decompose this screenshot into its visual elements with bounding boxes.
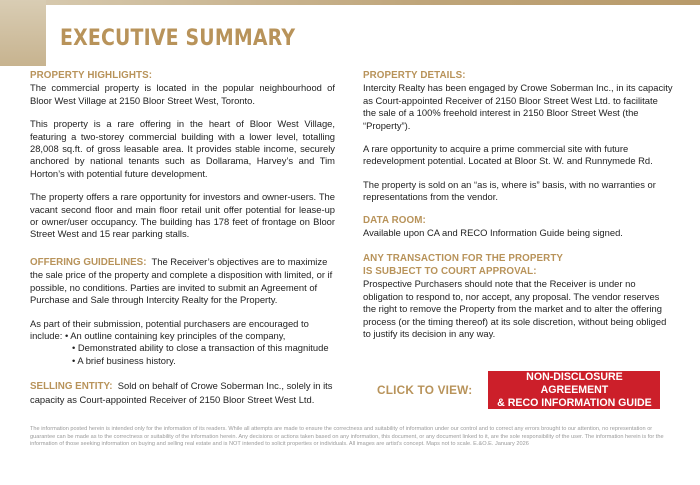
left-column	[30, 70, 335, 406]
include-lead: include:	[30, 329, 63, 341]
include-list	[30, 330, 335, 342]
title-accent-block	[0, 0, 46, 66]
top-accent-bar	[0, 0, 700, 5]
highlights-paragraph-2: This property is a rare offering in the heart of Bloor West Village, featuring a two-storey commercial building with a lower level, totalling 28,008 sq.ft. of gross leasable area. It provides stable income, securely anchored by national tenants such as Dollarama, Harvey’s and Tim Horton’s with potential future development.	[30, 118, 335, 179]
legal-disclaimer: The information posted herein is intended only for the information of its readers. While all attempts are made to ensure the correctness and suitability of information under our control and to correct any errors brought to our attention, no representation or guarantee can be made as to the correctness or suitability of the information herein. Any decisions or actions taken based on any information, this document, or any document linked to it, are the sole responsibility of the user. The information herein is for the information of those seeking information on buying and selling real estate and is NOT intended to solicit properties or individuals. All images are artist’s concept. Maps not to scale. E.&O.E. January 2026	[30, 426, 664, 448]
court-approval-text: Prospective Purchasers should note that the Receiver is under no obligation to respond to, nor accept, any proposal. The vendor reserves the right to remove the Property from the market and to alter the offering process (or the timing thereof) at its sole discretion, without being obliged to justify its decision in any way.	[363, 278, 667, 339]
property-highlights-section	[30, 70, 335, 241]
court-approval-section	[363, 253, 673, 340]
click-to-view-label: CLICK TO VIEW:	[377, 383, 473, 397]
property-highlights-heading: PROPERTY HIGHLIGHTS:	[30, 70, 153, 81]
include-bullet-2: • Demonstrated ability to close a transaction of this magnitude	[72, 342, 329, 354]
court-approval-heading-line-2: IS SUBJECT TO COURT APPROVAL:	[363, 265, 537, 277]
data-room-heading: DATA ROOM:	[363, 214, 426, 226]
nda-button-line-1: NON-DISCLOSURE AGREEMENT	[526, 370, 623, 396]
highlights-paragraph-1: The commercial property is located in the popular neighbourhood of Bloor West Village at 2150 Bloor Street West, Toronto.	[30, 82, 335, 106]
selling-entity-section	[30, 380, 335, 406]
offering-guidelines-heading: OFFERING GUIDELINES:	[30, 256, 147, 268]
selling-text: Sold on behalf of Crowe Soberman Inc., solely in its capacity as Court-appointed Receiver of 2150 Bloor Street West Ltd.	[30, 380, 333, 405]
offering-paragraph-2: As part of their submission, potential purchasers are encouraged to	[30, 317, 309, 329]
offering-text: The Receiver’s objectives are to maximize the sale price of the property and complete a disposition with limited, or if possible, no conditions. Parties are invited to submit an Agreement of Purchase and Sale through Intercity Realty for the Property.	[30, 255, 333, 306]
court-approval-heading-line-1: ANY TRANSACTION FOR THE PROPERTY	[363, 253, 564, 265]
selling-paragraph	[30, 380, 335, 406]
property-details-heading: PROPERTY DETAILS:	[363, 70, 466, 81]
nda-reco-guide-button[interactable]	[488, 371, 660, 409]
details-paragraph-3: The property is sold on an “as is, where is” basis, with no warranties or representations from the vendor.	[363, 178, 656, 203]
data-room-text: Available upon CA and RECO Information Guide being signed.	[363, 227, 623, 239]
cta-row	[377, 371, 660, 409]
offering-guidelines-section	[30, 256, 335, 367]
offering-paragraph	[30, 256, 335, 307]
include-bullet-1: • An outline containing key principles of the company,	[64, 329, 286, 341]
page-title: EXECUTIVE SUMMARY	[60, 26, 296, 51]
data-room-section	[363, 215, 673, 240]
highlights-paragraph-3: The property offers a rare opportunity for investors and owner-users. The vacant second floor and main floor retail unit offer potential for lease-up or owner/user occupancy. The building has 178 feet of frontage on Bloor Street West and 15 rear parking stalls.	[30, 191, 335, 240]
property-details-section	[363, 70, 673, 204]
details-paragraph-1: Intercity Realty has been engaged by Crowe Soberman Inc., in its capacity as Court-appointed Receiver of 2150 Bloor Street West Ltd. to facilitate the sale of a 100% freehold interest in 2150 Bloor Street West (the “Property”).	[363, 82, 673, 131]
right-column	[363, 70, 673, 340]
nda-button-line-2: & RECO INFORMATION GUIDE	[497, 396, 652, 409]
include-bullet-3: • A brief business history.	[72, 354, 176, 366]
selling-entity-heading: SELLING ENTITY:	[30, 381, 113, 393]
details-paragraph-2: A rare opportunity to acquire a prime commercial site with future redevelopment potential. Located at Bloor St. W. and Runnymede Rd.	[363, 143, 653, 167]
